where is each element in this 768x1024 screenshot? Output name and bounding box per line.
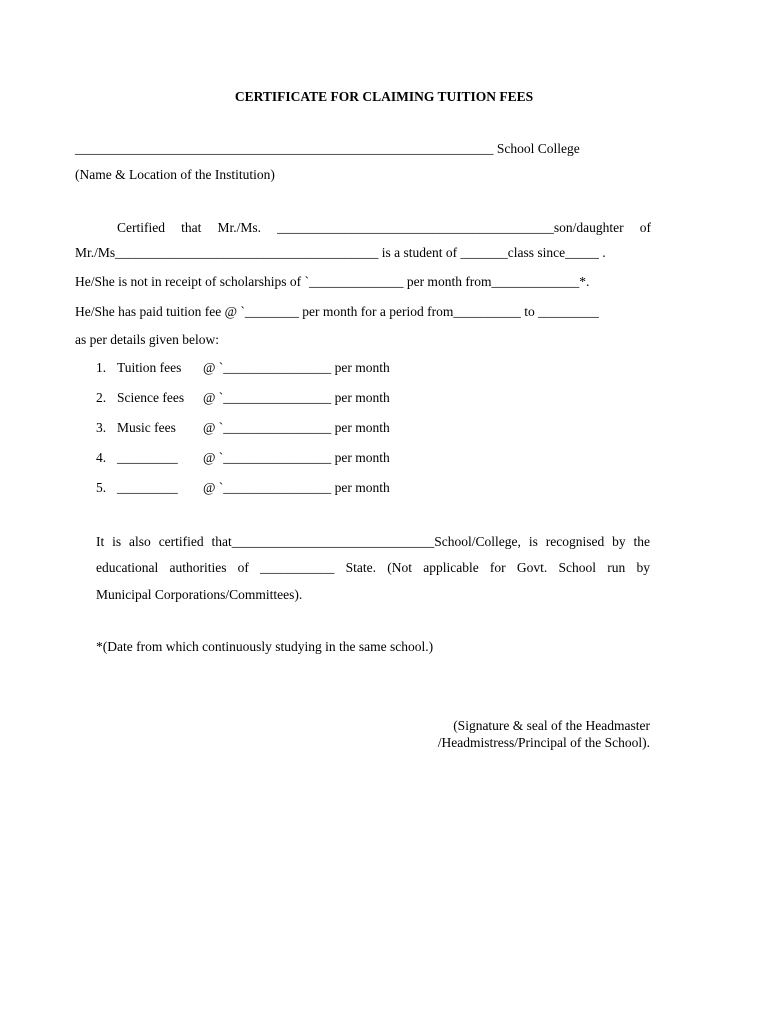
fee-item-rate: @ `________________ per month <box>203 480 390 495</box>
fee-item-rate: @ `________________ per month <box>203 390 390 405</box>
fee-item-name: Science fees <box>117 390 185 405</box>
fee-item-rate: @ `________________ per month <box>203 420 390 435</box>
fee-item-number: 2. <box>96 390 107 405</box>
fee-item-rate: @ `________________ per month <box>203 450 390 465</box>
fee-item-name: _________ <box>117 480 178 495</box>
para1-line3: He/She is not in receipt of scholarships of `______________ per month from_____________*. <box>75 274 590 289</box>
para1-line2: Mr./Ms_______________________________________ is a student of _______class since_____ . <box>75 245 606 260</box>
para1-line1: Certified that Mr./Ms. _________________________________________son/daughter of <box>117 220 651 235</box>
fee-item-number: 1. <box>96 360 107 375</box>
institution-line: ______________________________________________________________ School College <box>75 141 580 156</box>
fee-item-number: 4. <box>96 450 107 465</box>
fee-item-number: 5. <box>96 480 107 495</box>
fee-item-number: 3. <box>96 420 107 435</box>
fee-item-rate: @ `________________ per month <box>203 360 390 375</box>
para2-line1: It is also certified that______________________________School/College, is recognised by the <box>96 534 650 549</box>
signature-line2: /Headmistress/Principal of the School). <box>437 735 650 750</box>
signature-line1: (Signature & seal of the Headmaster <box>453 718 650 733</box>
institution-note: (Name & Location of the Institution) <box>75 167 275 182</box>
para1-line5: as per details given below: <box>75 332 219 347</box>
para1-line4: He/She has paid tuition fee @ `________ per month for a period from__________ to _________ <box>75 304 599 319</box>
fee-item-name: _________ <box>117 450 178 465</box>
page-title: CERTIFICATE FOR CLAIMING TUITION FEES <box>234 89 534 104</box>
para2-line2: educational authorities of ___________ State. (Not applicable for Govt. School run by <box>96 560 650 575</box>
fee-item-name: Tuition fees <box>117 360 182 375</box>
para2-line3: Municipal Corporations/Committees). <box>96 587 303 602</box>
fee-item-name: Music fees <box>117 420 176 435</box>
footnote: *(Date from which continuously studying in the same school.) <box>96 639 434 654</box>
